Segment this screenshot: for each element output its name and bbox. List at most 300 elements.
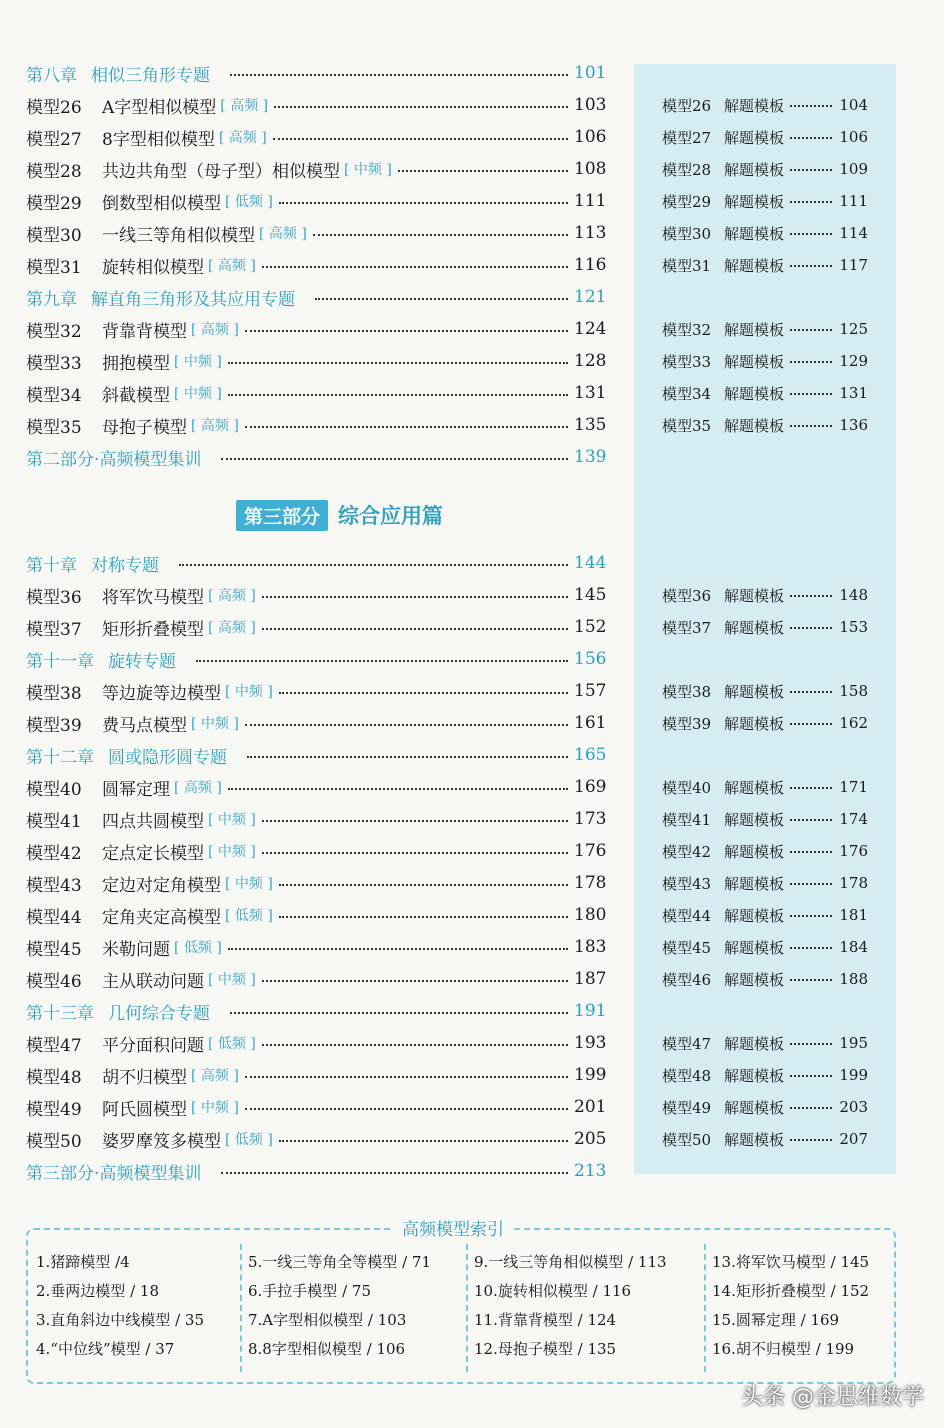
chapter-row[interactable] (26, 740, 607, 770)
watermark: 头条 @金思维数学 (741, 1385, 924, 1410)
leader-dots (221, 1172, 568, 1174)
template-page: 174 (839, 810, 868, 828)
leader-dots (790, 883, 832, 885)
template-page: 111 (839, 192, 868, 210)
template-model: 模型42 (662, 842, 712, 861)
leader-dots (228, 362, 568, 364)
row-title: 几何综合专题 (108, 1003, 210, 1024)
leader-dots (262, 852, 568, 854)
frequency-tag: [ 中频 ] (208, 972, 256, 988)
leader-dots (790, 947, 832, 949)
template-model: 模型47 (662, 1034, 712, 1053)
model-row[interactable] (26, 218, 607, 248)
page-number: 183 (574, 937, 607, 957)
model-row[interactable] (26, 1028, 607, 1058)
leader-dots (315, 298, 568, 300)
template-label: 解题模板 (724, 778, 785, 797)
frequency-tag: [ 低频 ] (174, 940, 222, 956)
index-column (712, 1248, 922, 1364)
page-number: 187 (574, 969, 607, 989)
template-page: 184 (839, 938, 868, 956)
row-number: 模型41 (26, 811, 82, 832)
chapter-row[interactable] (26, 58, 607, 88)
leader-dots (790, 169, 832, 171)
template-label: 解题模板 (724, 160, 785, 179)
leader-dots (262, 628, 568, 630)
frequency-tag: [ 高频 ] (191, 1068, 239, 1084)
leader-dots (228, 394, 568, 396)
template-label: 解题模板 (724, 874, 785, 893)
frequency-tag: [ 中频 ] (344, 162, 392, 178)
template-page: 181 (839, 906, 868, 924)
page-number: 178 (574, 873, 607, 893)
chapter-row[interactable] (26, 548, 607, 578)
leader-dots (262, 596, 568, 598)
template-row[interactable] (662, 1095, 868, 1119)
template-row[interactable] (662, 93, 868, 117)
row-number: 模型33 (26, 353, 82, 374)
row-number: 第二部分·高频模型集训 (26, 449, 202, 470)
index-item: 10.旋转相似模型 / 116 (474, 1282, 632, 1300)
index-column (248, 1248, 458, 1364)
row-title: 费马点模型 (102, 715, 187, 736)
page-number: 124 (574, 319, 607, 339)
template-page: 148 (839, 586, 868, 604)
template-row[interactable] (662, 157, 868, 181)
model-row[interactable] (26, 1124, 607, 1154)
template-row[interactable] (662, 711, 868, 735)
model-row[interactable] (26, 186, 607, 216)
template-label: 解题模板 (724, 1098, 785, 1117)
model-row[interactable] (26, 836, 607, 866)
template-label: 解题模板 (724, 1066, 785, 1085)
index-item: 15.圆幂定理 / 169 (712, 1311, 840, 1329)
template-model: 模型37 (662, 618, 712, 637)
row-number: 第三部分·高频模型集训 (26, 1163, 202, 1184)
index-title: 高频模型索引 (392, 1215, 514, 1240)
row-number: 第十三章 (26, 1003, 94, 1024)
model-row[interactable] (26, 804, 607, 834)
frequency-tag: [ 低频 ] (208, 1036, 256, 1052)
row-title: 8字型相似模型 (102, 129, 215, 150)
page-number: 205 (574, 1129, 607, 1149)
leader-dots (221, 458, 568, 460)
chapter-row[interactable] (26, 996, 607, 1026)
row-number: 模型29 (26, 193, 82, 214)
leader-dots (790, 265, 832, 267)
model-row[interactable] (26, 932, 607, 962)
frequency-tag: [ 高频 ] (220, 98, 269, 114)
row-title: 米勒问题 (102, 939, 170, 960)
leader-dots (790, 915, 832, 917)
page-number: 165 (574, 745, 607, 765)
index-item: 13.将军饮马模型 / 145 (712, 1253, 870, 1271)
leader-dots (790, 723, 832, 725)
template-page: 158 (839, 682, 868, 700)
leader-dots (279, 692, 568, 694)
template-model: 模型36 (662, 586, 712, 605)
leader-dots (790, 233, 832, 235)
index-separator (704, 1244, 706, 1372)
model-row[interactable] (26, 580, 607, 610)
frequency-tag: [ 高频 ] (208, 258, 256, 274)
page-number: 111 (574, 191, 607, 211)
part-three-banner (236, 500, 443, 530)
template-page: 171 (839, 778, 868, 796)
frequency-tag: [ 高频 ] (191, 322, 239, 338)
leader-dots (790, 329, 832, 331)
frequency-tag: [ 高频 ] (191, 418, 239, 434)
template-row[interactable] (662, 1031, 868, 1055)
page-number: 169 (574, 777, 607, 797)
template-row[interactable] (662, 413, 868, 437)
part-tag: 第三部分 (236, 500, 328, 531)
index-separator (466, 1244, 468, 1372)
row-number: 模型44 (26, 907, 82, 928)
page-number: 135 (574, 415, 607, 435)
leader-dots (790, 595, 832, 597)
row-number: 模型45 (26, 939, 82, 960)
template-row[interactable] (662, 807, 868, 831)
model-row[interactable] (26, 346, 607, 376)
template-model: 模型33 (662, 352, 712, 371)
page-number: 145 (574, 585, 607, 605)
leader-dots (179, 564, 568, 566)
index-column (36, 1248, 246, 1364)
chapter-row[interactable] (26, 442, 607, 472)
leader-dots (228, 948, 568, 950)
template-page: 188 (839, 970, 868, 988)
row-title: 阿氏圆模型 (102, 1099, 187, 1120)
leader-dots (790, 105, 832, 107)
template-page: 203 (839, 1098, 868, 1116)
index-item: 7.A字型相似模型 / 103 (248, 1311, 407, 1329)
leader-dots (790, 201, 832, 203)
row-title: 婆罗摩笈多模型 (102, 1131, 221, 1152)
template-model: 模型50 (662, 1130, 712, 1149)
model-row[interactable] (26, 964, 607, 994)
template-row[interactable] (662, 221, 868, 245)
frequency-tag: [ 低频 ] (225, 194, 273, 210)
template-page: 195 (839, 1034, 868, 1052)
template-model: 模型39 (662, 714, 712, 733)
row-title: 旋转专题 (108, 651, 176, 672)
template-row[interactable] (662, 839, 868, 863)
model-row[interactable] (26, 90, 607, 120)
page-number: 201 (574, 1097, 607, 1117)
page-number: 161 (574, 713, 607, 733)
index-separator (240, 1244, 242, 1372)
row-number: 第十章 (26, 555, 77, 576)
template-label: 解题模板 (724, 682, 785, 701)
leader-dots (230, 74, 568, 76)
template-row[interactable] (662, 253, 868, 277)
model-row[interactable] (26, 772, 607, 802)
template-row[interactable] (662, 679, 868, 703)
model-row[interactable] (26, 250, 607, 280)
model-row[interactable] (26, 708, 607, 738)
page-number: 213 (574, 1161, 607, 1181)
row-title: 共边共角型（母子型）相似模型 (102, 161, 340, 182)
model-row[interactable] (26, 900, 607, 930)
row-title: 四点共圆模型 (102, 811, 204, 832)
leader-dots (262, 820, 568, 822)
template-page: 129 (839, 352, 868, 370)
leader-dots (279, 202, 568, 204)
template-model: 模型48 (662, 1066, 712, 1085)
row-title: 旋转相似模型 (102, 257, 204, 278)
template-label: 解题模板 (724, 842, 785, 861)
index-item: 12.母抱子模型 / 135 (474, 1340, 617, 1358)
frequency-tag: [ 高频 ] (259, 226, 307, 242)
row-title: 将军饮马模型 (102, 587, 204, 608)
template-label: 解题模板 (724, 1130, 785, 1149)
template-label: 解题模板 (724, 224, 785, 243)
index-item: 9.一线三等角相似模型 / 113 (474, 1253, 667, 1271)
leader-dots (790, 851, 832, 853)
chapter-row[interactable] (26, 644, 607, 674)
row-number: 模型43 (26, 875, 82, 896)
row-title: 定角夹定高模型 (102, 907, 221, 928)
template-label: 解题模板 (724, 1034, 785, 1053)
template-row[interactable] (662, 903, 868, 927)
leader-dots (273, 138, 568, 140)
frequency-tag: [ 高频 ] (208, 620, 256, 636)
template-label: 解题模板 (724, 384, 785, 403)
template-label: 解题模板 (724, 128, 785, 147)
leader-dots (262, 980, 568, 982)
row-title: 母抱子模型 (102, 417, 187, 438)
template-model: 模型30 (662, 224, 712, 243)
row-number: 模型42 (26, 843, 82, 864)
model-row[interactable] (26, 314, 607, 344)
template-model: 模型32 (662, 320, 712, 339)
leader-dots (790, 361, 832, 363)
frequency-tag: [ 中频 ] (225, 876, 273, 892)
page-number: 131 (574, 383, 607, 403)
template-model: 模型46 (662, 970, 712, 989)
frequency-tag: [ 高频 ] (174, 780, 222, 796)
frequency-tag: [ 中频 ] (208, 812, 256, 828)
page-number: 101 (574, 63, 607, 83)
leader-dots (230, 1012, 568, 1014)
template-model: 模型29 (662, 192, 712, 211)
page-number: 144 (574, 553, 607, 573)
template-row[interactable] (662, 583, 868, 607)
row-title: 对称专题 (91, 555, 159, 576)
row-number: 模型28 (26, 161, 82, 182)
template-model: 模型41 (662, 810, 712, 829)
model-row[interactable] (26, 1092, 607, 1122)
template-page: 117 (839, 256, 868, 274)
template-page: 207 (839, 1130, 868, 1148)
row-title: 定边对定角模型 (102, 875, 221, 896)
chapter-row[interactable] (26, 1156, 607, 1186)
frequency-tag: [ 高频 ] (208, 588, 256, 604)
leader-dots (245, 1108, 568, 1110)
page-number: 152 (574, 617, 607, 637)
leader-dots (790, 425, 832, 427)
template-label: 解题模板 (724, 618, 785, 637)
row-title: 胡不归模型 (102, 1067, 187, 1088)
template-row[interactable] (662, 935, 868, 959)
row-title: 圆幂定理 (102, 779, 170, 800)
template-model: 模型34 (662, 384, 712, 403)
leader-dots (790, 691, 832, 693)
template-label: 解题模板 (724, 906, 785, 925)
row-title: 一线三等角相似模型 (102, 225, 255, 246)
leader-dots (790, 1043, 832, 1045)
template-row[interactable] (662, 125, 868, 149)
template-row[interactable] (662, 189, 868, 213)
frequency-tag: [ 中频 ] (191, 716, 239, 732)
template-model: 模型40 (662, 778, 712, 797)
row-number: 模型30 (26, 225, 82, 246)
leader-dots (790, 393, 832, 395)
leader-dots (228, 788, 568, 790)
template-model: 模型27 (662, 128, 712, 147)
row-number: 模型47 (26, 1035, 82, 1056)
row-title: 矩形折叠模型 (102, 619, 204, 640)
template-page: 136 (839, 416, 868, 434)
template-row[interactable] (662, 381, 868, 405)
frequency-tag: [ 中频 ] (225, 684, 273, 700)
row-number: 模型46 (26, 971, 82, 992)
row-number: 模型36 (26, 587, 82, 608)
template-label: 解题模板 (724, 192, 785, 211)
template-page: 131 (839, 384, 868, 402)
leader-dots (790, 979, 832, 981)
template-row[interactable] (662, 775, 868, 799)
leader-dots (262, 266, 568, 268)
leader-dots (279, 1140, 568, 1142)
template-model: 模型28 (662, 160, 712, 179)
index-item: 6.手拉手模型 / 75 (248, 1282, 371, 1300)
page-number: 157 (574, 681, 607, 701)
row-title: 倒数型相似模型 (102, 193, 221, 214)
index-column (474, 1248, 684, 1364)
model-row[interactable] (26, 378, 607, 408)
template-model: 模型31 (662, 256, 712, 275)
leader-dots (790, 1107, 832, 1109)
template-label: 解题模板 (724, 256, 785, 275)
template-row[interactable] (662, 1127, 868, 1151)
row-number: 模型40 (26, 779, 82, 800)
leader-dots (245, 724, 568, 726)
frequency-tag: [ 中频 ] (208, 844, 256, 860)
row-title: 拥抱模型 (102, 353, 170, 374)
index-item: 14.矩形折叠模型 / 152 (712, 1282, 870, 1300)
index-item: 1.猪蹄模型 /4 (36, 1253, 130, 1271)
model-row[interactable] (26, 612, 607, 642)
template-page: 176 (839, 842, 868, 860)
leader-dots (790, 787, 832, 789)
leader-dots (279, 884, 568, 886)
page-number: 176 (574, 841, 607, 861)
page-number: 103 (574, 95, 607, 115)
leader-dots (274, 106, 568, 108)
row-number: 模型50 (26, 1131, 82, 1152)
row-number: 第十二章 (26, 747, 94, 768)
template-page: 104 (839, 96, 868, 114)
row-title: 背靠背模型 (102, 321, 187, 342)
chapter-row[interactable] (26, 282, 607, 312)
template-label: 解题模板 (724, 714, 785, 733)
leader-dots (245, 426, 568, 428)
page-number: 199 (574, 1065, 607, 1085)
row-number: 模型38 (26, 683, 82, 704)
template-page: 106 (839, 128, 868, 146)
template-model: 模型44 (662, 906, 712, 925)
index-item: 2.垂两边模型 / 18 (36, 1282, 159, 1300)
model-row[interactable] (26, 676, 607, 706)
template-label: 解题模板 (724, 352, 785, 371)
template-row[interactable] (662, 871, 868, 895)
leader-dots (313, 234, 568, 236)
leader-dots (790, 137, 832, 139)
template-page: 178 (839, 874, 868, 892)
template-model: 模型43 (662, 874, 712, 893)
frequency-tag: [ 中频 ] (174, 386, 222, 402)
template-page: 199 (839, 1066, 868, 1084)
leader-dots (790, 819, 832, 821)
index-item: 3.直角斜边中线模型 / 35 (36, 1311, 204, 1329)
page-number: 116 (574, 255, 607, 275)
template-row[interactable] (662, 1063, 868, 1087)
leader-dots (262, 1044, 568, 1046)
template-page: 109 (839, 160, 868, 178)
leader-dots (790, 1139, 832, 1141)
page-number: 128 (574, 351, 607, 371)
row-title: A字型相似模型 (102, 97, 217, 118)
page-number: 191 (574, 1001, 607, 1021)
template-label: 解题模板 (724, 938, 785, 957)
row-number: 模型48 (26, 1067, 82, 1088)
row-number: 模型32 (26, 321, 82, 342)
leader-dots (245, 1076, 568, 1078)
page-number: 113 (574, 223, 607, 243)
template-row[interactable] (662, 967, 868, 991)
template-model: 模型35 (662, 416, 712, 435)
template-page: 162 (839, 714, 868, 732)
index-item: 4.“中位线”模型 / 37 (36, 1340, 175, 1358)
model-row[interactable] (26, 122, 607, 152)
leader-dots (196, 660, 568, 662)
row-number: 第八章 (26, 65, 77, 86)
model-row[interactable] (26, 410, 607, 440)
template-page: 125 (839, 320, 868, 338)
template-row[interactable] (662, 349, 868, 373)
template-model: 模型45 (662, 938, 712, 957)
page-number: 139 (574, 447, 607, 467)
model-row[interactable] (26, 868, 607, 898)
model-row[interactable] (26, 1060, 607, 1090)
template-row[interactable] (662, 317, 868, 341)
row-title: 相似三角形专题 (91, 65, 210, 86)
model-row[interactable] (26, 154, 607, 184)
index-item: 11.背靠背模型 / 124 (474, 1311, 617, 1329)
row-title: 定点定长模型 (102, 843, 204, 864)
template-model: 模型38 (662, 682, 712, 701)
row-number: 模型31 (26, 257, 82, 278)
page-number: 108 (574, 159, 607, 179)
template-label: 解题模板 (724, 586, 785, 605)
template-row[interactable] (662, 615, 868, 639)
leader-dots (398, 170, 568, 172)
leader-dots (245, 330, 568, 332)
page-number: 180 (574, 905, 607, 925)
row-title: 等边旋等边模型 (102, 683, 221, 704)
